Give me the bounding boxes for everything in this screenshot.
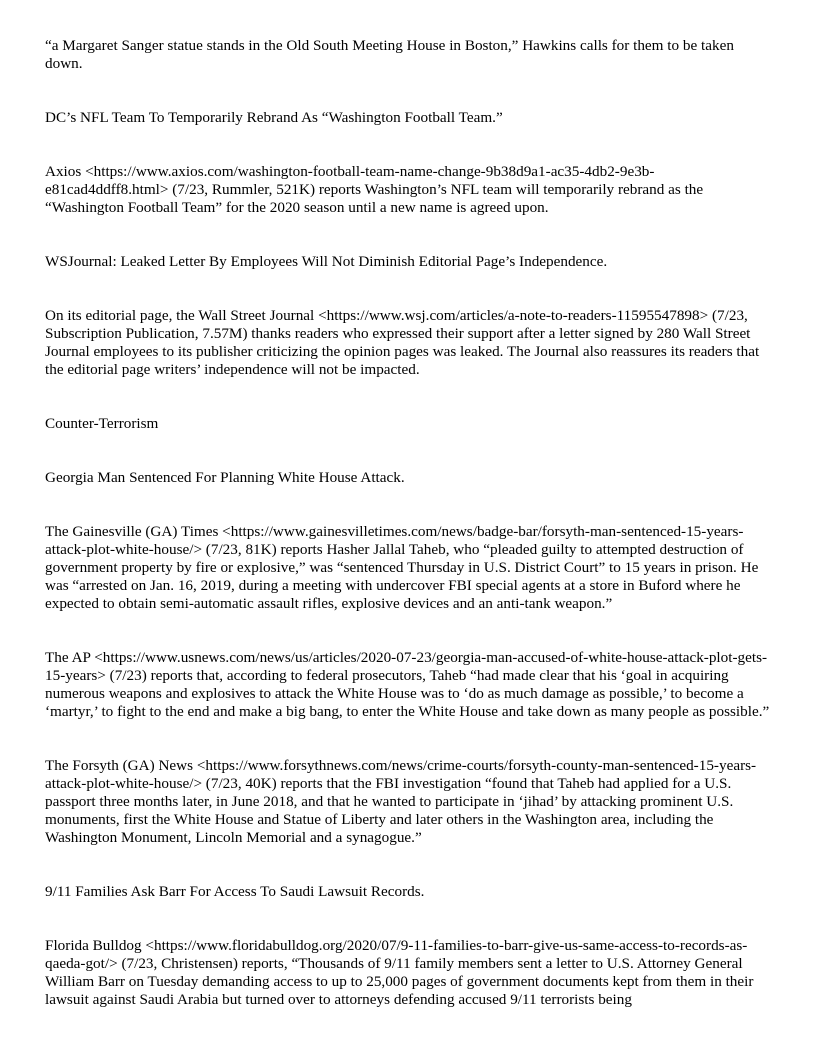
heading-wsj-leaked-letter: WSJournal: Leaked Letter By Employees Will Not Diminish Editorial Page’s Independence. (45, 253, 608, 270)
paragraph-forsyth-news: The Forsyth (GA) News <https://www.forsythnews.com/news/crime-courts/forsyth-county-man-sentenced-15-years-attack-plot-white-house/> (7/23, 40K) reports that the FBI investigation “found that Taheb had applied for a U.S. passport three months later, in June 2018, and that he wanted to participate in ‘jihad’ by attacking prominent U.S. monuments, first the White House and Statue of Liberty and later others in the Washington area, including the Washington Monument, Lincoln Memorial and a synagogue.” (45, 757, 757, 846)
heading-georgia-man-sentenced: Georgia Man Sentenced For Planning White House Attack. (45, 469, 405, 486)
paragraph-gainesville-times: The Gainesville (GA) Times <https://www.gainesvilletimes.com/news/badge-bar/forsyth-man-sentenced-15-years-attack-plot-white-house/> (7/23, 81K) reports Hasher Jallal Taheb, who “pleaded guilty to attempted destruction of government property by fire or explosive,” was “sentenced Thursday in U.S. District Court” to 15 years in prison. He was “arrested on Jan. 16, 2019, during a meeting with undercover FBI special agents at a store in Buford where he expected to obtain semi-automatic assault rifles, explosive devices and an anti-tank weapon.” (45, 523, 759, 612)
section-counter-terrorism: Counter-Terrorism (45, 415, 159, 432)
paragraph-ap: The AP <https://www.usnews.com/news/us/articles/2020-07-23/georgia-man-accused-of-white-house-attack-plot-gets-15-years> (7/23) reports that, according to federal prosecutors, Taheb “had made clear that his ‘goal in acquiring numerous weapons and explosives to attack the White House was to ‘do as much damage as possible,’ to become a ‘martyr,’ to fight to the end and make a big bang, to enter the White House and take down as many people as possible.” (45, 649, 770, 720)
paragraph-florida-bulldog: Florida Bulldog <https://www.floridabulldog.org/2020/07/9-11-families-to-barr-give-us-same-access-to-records-as-qaeda-got/> (7/23, Christensen) reports, “Thousands of 9/11 family members sent a letter to U.S. Attorney General William Barr on Tuesday demanding access to up to 25,000 pages of government documents kept from them in their lawsuit against Saudi Arabia but turned over to attorneys defending accused 9/11 terrorists being (45, 937, 754, 1008)
paragraph-sanger-statue: “a Margaret Sanger statue stands in the Old South Meeting House in Boston,” Hawkins calls for them to be taken down. (45, 37, 734, 72)
heading-911-families: 9/11 Families Ask Barr For Access To Saudi Lawsuit Records. (45, 883, 425, 900)
paragraph-wsj-editorial: On its editorial page, the Wall Street Journal <https://www.wsj.com/articles/a-note-to-readers-11595547898> (7/23, Subscription Publication, 7.57M) thanks readers who expressed their support after a letter signed by 280 Wall Street Journal employees to its publisher criticizing the opinion pages was leaked. The Journal also reassures its readers that the editorial page writers’ independence will not be impacted. (45, 307, 760, 378)
paragraph-axios: Axios <https://www.axios.com/washington-football-team-name-change-9b38d9a1-ac35-4db2-9e3b-e81cad4ddff8.html> (7/23, Rummler, 521K) reports Washington’s NFL team will temporarily rebrand as the “Washington Football Team” for the 2020 season until a new name is agreed upon. (45, 163, 704, 216)
heading-washington-football-team: DC’s NFL Team To Temporarily Rebrand As “Washington Football Team.” (45, 109, 503, 126)
